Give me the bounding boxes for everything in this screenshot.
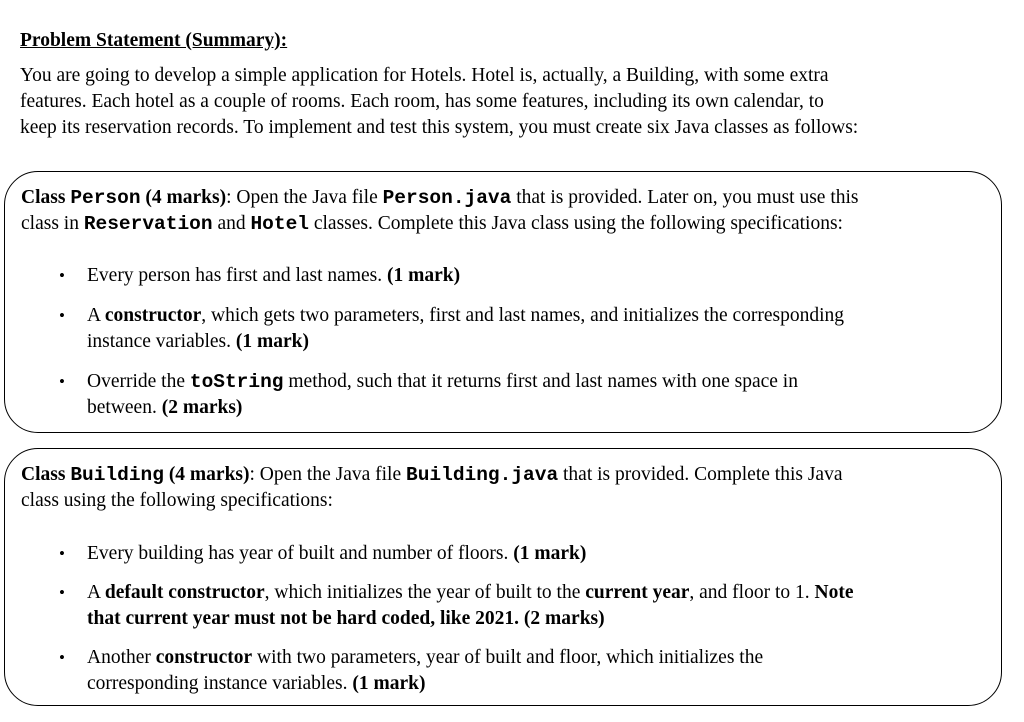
- person-text-5: classes. Complete this Java class using the following specifications:: [308, 213, 843, 234]
- person-text-1: : Open the Java file: [226, 187, 383, 208]
- bullet-line: [87, 541, 987, 567]
- bullet-marks: (1 mark): [513, 543, 587, 564]
- bullet-line: [87, 395, 987, 421]
- bullet-icon: •: [59, 266, 65, 285]
- bullet-text: [87, 303, 987, 355]
- bullet-text: [87, 645, 987, 697]
- bullet-line: [87, 645, 987, 671]
- person-class-label: [21, 187, 226, 208]
- intro-line-1: You are going to develop a simple application for Hotels. Hotel is, actually, a Building, with some extra: [20, 65, 829, 86]
- bullet-body: , which initializes the year of built to the: [264, 582, 586, 603]
- bullet-marks: (1 mark): [352, 673, 426, 694]
- person-desc-line-2: [21, 211, 996, 237]
- bullet-body: method, such that it returns first and last names with one space in: [283, 371, 798, 392]
- person-text-3: class in: [21, 213, 84, 234]
- class-word: Class: [21, 187, 71, 208]
- bullet-icon: •: [59, 648, 65, 667]
- bullet-text: [87, 541, 987, 567]
- bullet-body: , which gets two parameters, first and last names, and initializes the corresponding: [201, 305, 845, 326]
- person-marks: (4 marks): [140, 187, 227, 208]
- bullet-text: [87, 263, 987, 289]
- building-text-1: : Open the Java file: [249, 464, 407, 485]
- bullet-keyword: default constructor: [104, 582, 265, 603]
- bullet-body: Override the: [87, 371, 190, 392]
- class-word: Class: [21, 464, 71, 485]
- bullet-body: instance variables.: [87, 331, 236, 352]
- bullet-body: corresponding instance variables.: [87, 673, 353, 694]
- bullet-body: Every building has year of built and number of floors.: [87, 543, 514, 564]
- bullet-icon: •: [59, 583, 65, 602]
- bullet-line: [87, 580, 987, 606]
- building-class-description: [21, 462, 996, 514]
- person-file-name: Person.java: [382, 187, 512, 209]
- bullet-keyword: constructor: [155, 647, 253, 668]
- bullet-line: [87, 369, 987, 395]
- building-class-label: [21, 464, 250, 485]
- bullet-marks: (2 marks): [161, 397, 243, 418]
- bullet-body: , and floor to 1.: [689, 582, 815, 603]
- bullet-line: [87, 329, 987, 355]
- person-class-box: [4, 171, 1002, 433]
- bullet-keyword: constructor: [104, 305, 202, 326]
- bullet-body: with two parameters, year of built and floor, which initializes the: [252, 647, 764, 668]
- bullet-icon: •: [59, 372, 65, 391]
- building-desc-line-2: class using the following specifications:: [21, 490, 333, 511]
- person-class-name: Person: [70, 187, 141, 209]
- intro-paragraph: [20, 63, 1010, 141]
- bullet-marks: (1 mark): [387, 265, 461, 286]
- person-class-description: [21, 185, 996, 237]
- hotel-class-ref: Hotel: [250, 213, 309, 235]
- building-file-name: Building.java: [406, 464, 559, 486]
- bullet-note: Note: [814, 582, 854, 603]
- bullet-text: [87, 580, 987, 632]
- bullet-marks: (1 mark): [235, 331, 310, 352]
- person-desc-line-1: [21, 185, 996, 211]
- intro-line-3: keep its reservation records. To implement and test this system, you must create six Java classes as follows:: [20, 117, 859, 138]
- bullet-icon: •: [59, 306, 65, 325]
- bullet-body: between.: [87, 397, 162, 418]
- building-marks: (4 marks): [163, 464, 250, 485]
- building-text-2: that is provided. Complete this Java: [558, 464, 843, 485]
- bullet-line: [87, 671, 987, 697]
- person-text-4: and: [212, 213, 251, 234]
- building-class-box: [4, 448, 1002, 706]
- bullet-body: A: [87, 305, 105, 326]
- person-text-2: that is provided. Later on, you must use this: [511, 187, 859, 208]
- bullet-text: [87, 369, 987, 421]
- intro-line-2: features. Each hotel as a couple of rooms. Each room, has some features, including its own calendar, to: [20, 91, 824, 112]
- bullet-note: that current year must not be hard coded, like 2021. (2 marks): [87, 608, 605, 629]
- building-class-name: Building: [70, 464, 164, 486]
- building-desc-line-1: [21, 462, 996, 488]
- problem-statement-heading: Problem Statement (Summary):: [20, 30, 288, 51]
- bullet-icon: •: [59, 544, 65, 563]
- reservation-class-ref: Reservation: [83, 213, 213, 235]
- bullet-keyword: current year: [585, 582, 690, 603]
- bullet-body: Another: [87, 647, 156, 668]
- bullet-body: A: [87, 582, 105, 603]
- bullet-line: [87, 606, 987, 632]
- tostring-method-ref: toString: [189, 371, 284, 393]
- bullet-body: Every person has first and last names.: [87, 265, 388, 286]
- bullet-line: [87, 303, 987, 329]
- bullet-line: [87, 263, 987, 289]
